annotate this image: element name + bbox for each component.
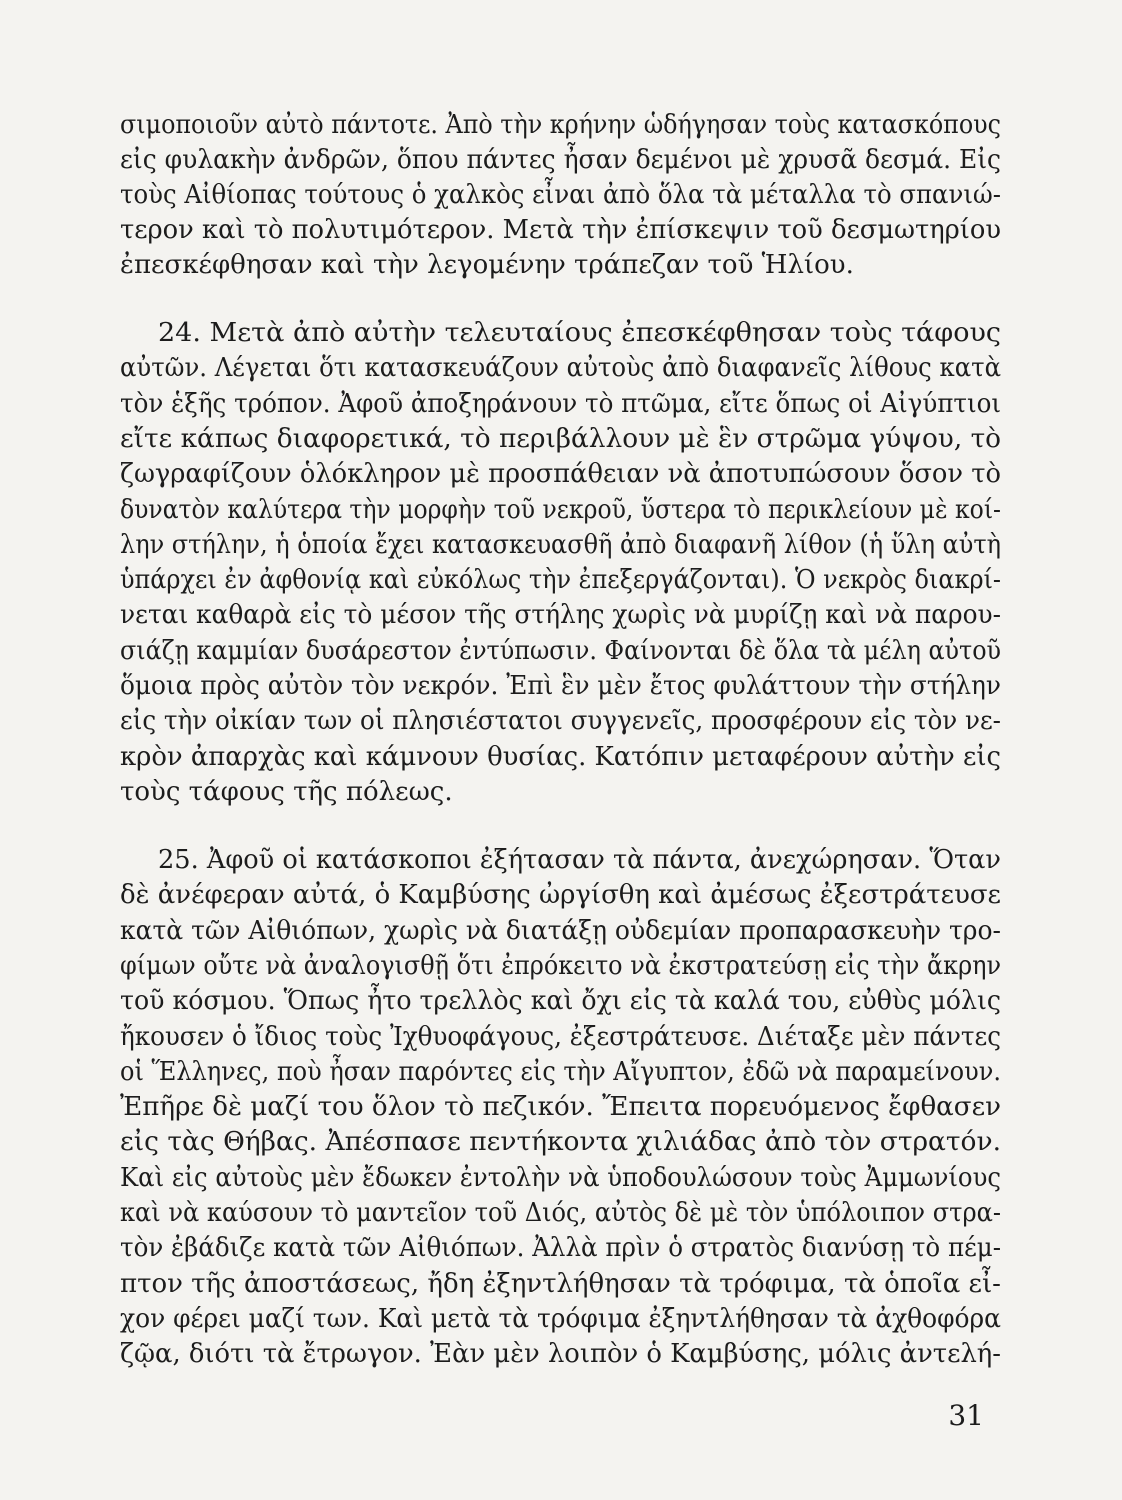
text-line: τοὺς τάφους τῆς πόλεως. (120, 777, 453, 807)
text-line: χον φέρει μαζί των. Καὶ μετὰ τὰ τρόφιμα ἐξηντλήθησαν τὰ ἀχθοφόρα (120, 1304, 1001, 1334)
text-line: αὐτῶν. Λέγεται ὅτι κατασκευάζουν αὐτοὺς ἀπὸ διαφανεῖς λίθους κατὰ (120, 353, 1002, 383)
text-line: πτον τῆς ἀποστάσεως, ἤδη ἐξηντλήθησαν τὰ τρόφιμα, τὰ ὁποῖα εἶ- (120, 1269, 1001, 1299)
text-line: σιάζῃ καμμίαν δυσάρεστον ἐντύπωσιν. Φαίνονται δὲ ὅλα τὰ μέλη αὐτοῦ (120, 636, 1002, 666)
text-line: ζωγραφίζουν ὁλόκληρον μὲ προσπάθειαν νὰ ἀποτυπώσουν ὅσον τὸ (120, 459, 1001, 489)
page-number: 31 (948, 1399, 984, 1432)
text-line: νεται καθαρὰ εἰς τὸ μέσον τῆς στήλης χωρὶς νὰ μυρίζῃ καὶ νὰ παρου- (120, 600, 1001, 630)
text-line: δὲ ἀνέφεραν αὐτά, ὁ Καμβύσης ὠργίσθη καὶ ἀμέσως ἐξεστράτευσε (120, 880, 1001, 910)
text-line: φίμων οὔτε νὰ ἀναλογισθῇ ὅτι ἐπρόκειτο νὰ ἐκστρατεύσῃ εἰς τὴν ἄκρην (120, 951, 1002, 981)
text-line: 24. Μετὰ ἀπὸ αὐτὴν τελευταίους ἐπεσκέφθησαν τοὺς τάφους (158, 318, 1002, 348)
text-line: τοὺς Αἰθίοπας τούτους ὁ χαλκὸς εἶναι ἀπὸ ὅλα τὰ μέταλλα τὸ σπανιώ- (120, 180, 1002, 210)
text-line: εἰς τὰς Θήβας. Ἀπέσπασε πεντήκοντα χιλιάδας ἀπὸ τὸν στρατόν. (120, 1127, 1001, 1157)
text-line: Ἐπῆρε δὲ μαζί του ὅλον τὸ πεζικόν. Ἔπειτα πορευόμενος ἔφθασεν (120, 1092, 1002, 1122)
text-line: κρὸν ἀπαρχὰς καὶ κάμνουν θυσίας. Κατόπιν μεταφέρουν αὐτὴν εἰς (120, 742, 1001, 772)
text-line: εἰς τὴν οἰκίαν των οἱ πλησιέστατοι συγγενεῖς, προσφέρουν εἰς τὸν νε- (120, 706, 1001, 736)
text-line: ἐπεσκέφθησαν καὶ τὴν λεγομένην τράπεζαν τοῦ Ἡλίου. (120, 250, 854, 280)
text-line: εἰς φυλακὴν ἀνδρῶν, ὅπου πάντες ἦσαν δεμένοι μὲ χρυσᾶ δεσμά. Εἰς (120, 145, 1002, 175)
text-line: καὶ νὰ καύσουν τὸ μαντεῖον τοῦ Διός, αὐτὸς δὲ μὲ τὸν ὑπόλοιπον στρα- (120, 1198, 1002, 1228)
text-line: τὸν ἐβάδιζε κατὰ τῶν Αἰθιόπων. Ἀλλὰ πρὶν ὁ στρατὸς διανύσῃ τὸ πέμ- (120, 1233, 1002, 1263)
text-line: οἱ Ἕλληνες, ποὺ ἦσαν παρόντες εἰς τὴν Αἴγυπτον, ἐδῶ νὰ παραμείνουν. (120, 1057, 1001, 1087)
text-line: ὑπάρχει ἐν ἀφθονίᾳ καὶ εὐκόλως τὴν ἐπεξεργάζονται). Ὁ νεκρὸς διακρί- (120, 565, 1001, 595)
text-line: τοῦ κόσμου. Ὅπως ἦτο τρελλὸς καὶ ὄχι εἰς τὰ καλά του, εὐθὺς μόλις (120, 986, 1001, 1016)
text-line: 25. Ἀφοῦ οἱ κατάσκοποι ἐξήτασαν τὰ πάντα, ἀνεχώρησαν. Ὅταν (158, 845, 1001, 875)
text-line: ἤκουσεν ὁ ἴδιος τοὺς Ἰχθυοφάγους, ἐξεστράτευσε. Διέταξε μὲν πάντες (120, 1022, 1002, 1052)
text-line: ζῷα, διότι τὰ ἔτρωγον. Ἐὰν μὲν λοιπὸν ὁ Καμβύσης, μόλις ἀντελή- (120, 1339, 1002, 1369)
text-line: τερον καὶ τὸ πολυτιμότερον. Μετὰ τὴν ἐπίσκεψιν τοῦ δεσμωτηρίου (120, 215, 1002, 245)
text-line: εἴτε κάπως διαφορετικά, τὸ περιβάλλουν μὲ ἓν στρῶμα γύψου, τὸ (120, 424, 1002, 454)
text-line: σιμοποιοῦν αὐτὸ πάντοτε. Ἀπὸ τὴν κρήνην ὡδήγησαν τοὺς κατασκόπους (120, 110, 1001, 140)
text-line: κατὰ τῶν Αἰθιόπων, χωρὶς νὰ διατάξῃ οὐδεμίαν προπαρασκευὴν τρο- (120, 916, 1001, 946)
text-line: δυνατὸν καλύτερα τὴν μορφὴν τοῦ νεκροῦ, ὕστερα τὸ περικλείουν μὲ κοί- (120, 495, 1001, 525)
text-line: λην στήλην, ἡ ὁποία ἔχει κατασκευασθῆ ἀπὸ διαφανῆ λίθον (ἡ ὕλη αὐτὴ (120, 530, 1002, 560)
text-line: Καὶ εἰς αὐτοὺς μὲν ἔδωκεν ἐντολὴν νὰ ὑποδουλώσουν τοὺς Ἀμμωνίους (120, 1163, 1001, 1193)
text-line: τὸν ἑξῆς τρόπον. Ἀφοῦ ἀποξηράνουν τὸ πτῶμα, εἴτε ὅπως οἱ Αἰγύπτιοι (120, 389, 1002, 419)
text-line: ὅμοια πρὸς αὐτὸν τὸν νεκρόν. Ἐπὶ ἓν μὲν ἔτος φυλάττουν τὴν στήλην (120, 671, 1001, 701)
